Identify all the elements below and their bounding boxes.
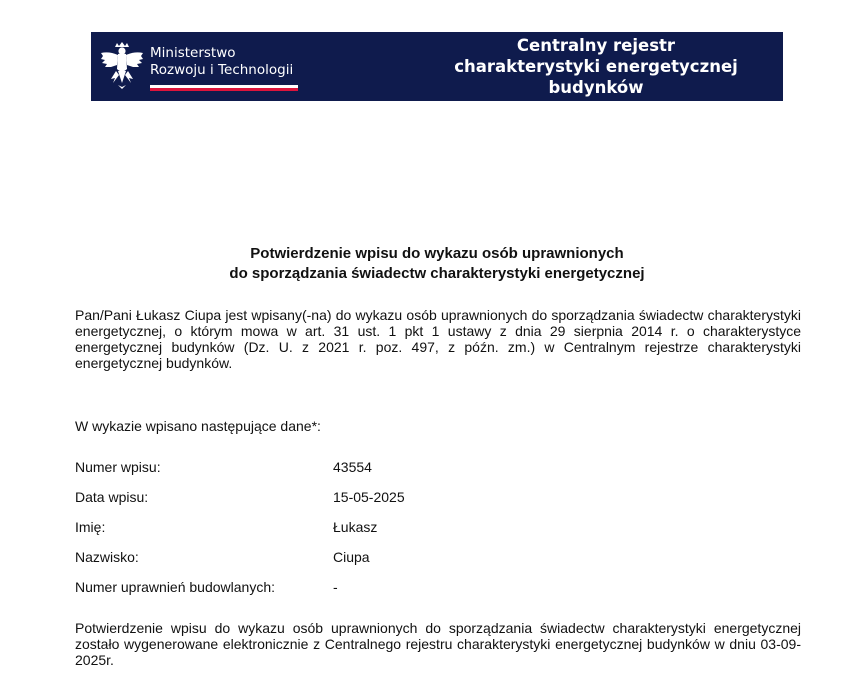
- document-title-line1: Potwierdzenie wpisu do wykazu osób uprawnionych: [250, 245, 624, 262]
- permit-number-label: Numer uprawnień budowlanych:: [75, 579, 275, 595]
- entry-number-value: 43554: [333, 459, 372, 475]
- document-title: [0, 244, 846, 284]
- ministry-line2: Rozwoju i Technologii: [150, 62, 294, 78]
- data-intro-text: W wykazie wpisano następujące dane*:: [75, 418, 321, 434]
- surname-value: Ciupa: [333, 549, 370, 565]
- first-name-label: Imię:: [75, 519, 106, 535]
- surname-label: Nazwisko:: [75, 549, 139, 565]
- header-banner: [91, 32, 783, 101]
- flag-stripe: [150, 85, 298, 91]
- closing-paragraph: Potwierdzenie wpisu do wykazu osób uprawnionych do sporządzania świadectw charakterystyki energetycznej zostało wygenerowane elektronicznie z Centralnego rejestru charakterystyki energetycznej budynków w dniu 03-09-2025r.: [75, 620, 801, 668]
- first-name-value: Łukasz: [333, 519, 378, 535]
- document-title-line2: do sporządzania świadectw charakterystyki energetycznej: [229, 265, 645, 282]
- registry-title: Centralny rejestr charakterystyki energetycznej budynków: [454, 36, 738, 97]
- intro-paragraph: Pan/Pani Łukasz Ciupa jest wpisany(-na) do wykazu osób uprawnionych do sporządzania świadectw charakterystyki energetycznej, o którym mowa w art. 31 ust. 1 pkt 1 ustawy z dnia 29 sierpnia 2014 r. o charakterystyce energetycznej budynków (Dz. U. z 2021 r. poz. 497, z późn. zm.) w Centralnym rejestrze charakterystyki energetycznej budynków.: [75, 307, 801, 371]
- entry-date-value: 15-05-2025: [333, 489, 405, 505]
- ministry-line1: Ministerstwo: [150, 45, 236, 61]
- entry-date-label: Data wpisu:: [75, 489, 149, 505]
- permit-number-value: -: [333, 579, 338, 595]
- white-eagle-emblem-icon: [99, 41, 145, 91]
- ministry-name: [150, 45, 293, 79]
- entry-number-label: Numer wpisu:: [75, 459, 161, 475]
